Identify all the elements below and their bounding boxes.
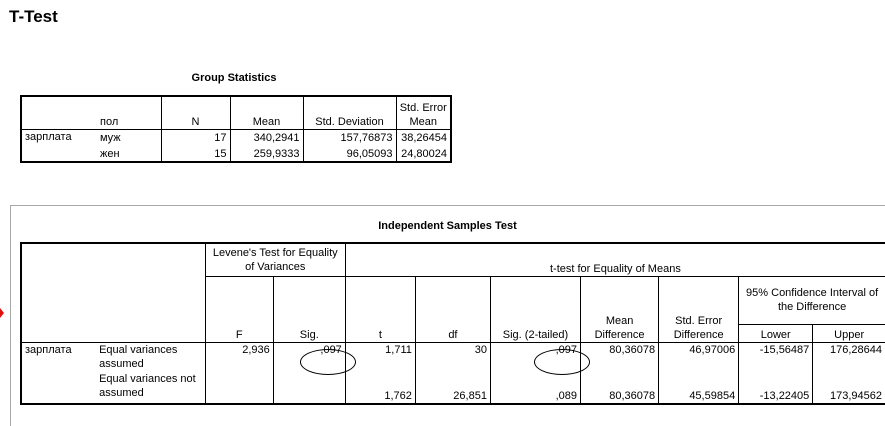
cell-f: 2,936: [205, 342, 273, 372]
cell-t: 1,711: [345, 342, 415, 372]
variable-label: зарплата: [25, 130, 72, 143]
cell-std-err: 38,26454: [396, 129, 451, 145]
group-label: жен: [100, 148, 120, 160]
cell-upper: 176,28644: [813, 342, 885, 372]
cell-n: 17: [161, 129, 230, 145]
corner-cell: [21, 243, 205, 342]
header-sig: Sig.: [273, 276, 345, 342]
cell-upper: 173,94562: [813, 372, 885, 404]
cell-mean-diff: 80,36078: [581, 342, 659, 372]
ci-header: 95% Confidence Interval of the Difference: [739, 276, 885, 324]
group-label: муж: [100, 132, 121, 144]
cell-mean: 340,2941: [230, 129, 303, 145]
variable-label-empty: [21, 145, 93, 162]
cell-std-err-diff: 45,59854: [659, 372, 739, 404]
header-n: N: [161, 96, 230, 129]
row-label-equal-assumed: Equal variances assumed: [99, 343, 178, 370]
cell-std-dev: 157,76873: [303, 129, 396, 145]
header-mean-diff: Mean Difference: [581, 276, 659, 342]
header-upper: Upper: [813, 324, 885, 342]
cell-std-err-diff: 46,97006: [659, 342, 739, 372]
header-f: F: [205, 276, 273, 342]
corner-cell: [21, 96, 93, 129]
independent-samples-table: [20, 242, 885, 405]
cell-f: [205, 372, 273, 404]
selection-marker-icon: [0, 308, 4, 318]
ttest-header: t-test for Equality of Means: [345, 243, 885, 276]
header-lower: Lower: [739, 324, 813, 342]
row-label-equal-not-assumed: Equal variances not assumed: [99, 373, 196, 399]
cell-std-err: 24,80024: [396, 145, 451, 162]
group-statistics-table: [20, 95, 452, 163]
cell-sig-2tailed: ,089: [490, 372, 580, 404]
group-statistics-title: Group Statistics: [191, 72, 277, 84]
header-group-var: пол: [100, 115, 119, 128]
header-mean: Mean: [230, 96, 303, 129]
header-df: df: [415, 276, 490, 342]
cell-df: 26,851: [415, 372, 490, 404]
levene-header: Levene's Test for Equality of Variances: [205, 243, 345, 276]
cell-std-dev: 96,05093: [303, 145, 396, 162]
cell-sig: ,097: [273, 342, 345, 372]
cell-t: 1,762: [345, 372, 415, 404]
header-sig-2tailed: Sig. (2-tailed): [490, 276, 580, 342]
variable-label-empty: [21, 372, 96, 404]
page-title: T-Test: [9, 7, 58, 26]
cell-sig-2tailed: ,097: [490, 342, 580, 372]
independent-test-title: Independent Samples Test: [378, 220, 517, 232]
header-std-dev: Std. Deviation: [303, 96, 396, 129]
cell-sig: [273, 372, 345, 404]
cell-df: 30: [415, 342, 490, 372]
cell-lower: -13,22405: [739, 372, 813, 404]
cell-mean-diff: 80,36078: [581, 372, 659, 404]
header-std-err: Std. Error Mean: [396, 96, 451, 129]
header-std-err-diff: Std. Error Difference: [659, 276, 739, 342]
cell-n: 15: [161, 145, 230, 162]
header-t: t: [345, 276, 415, 342]
variable-label: зарплата: [25, 343, 72, 356]
cell-mean: 259,9333: [230, 145, 303, 162]
cell-lower: -15,56487: [739, 342, 813, 372]
